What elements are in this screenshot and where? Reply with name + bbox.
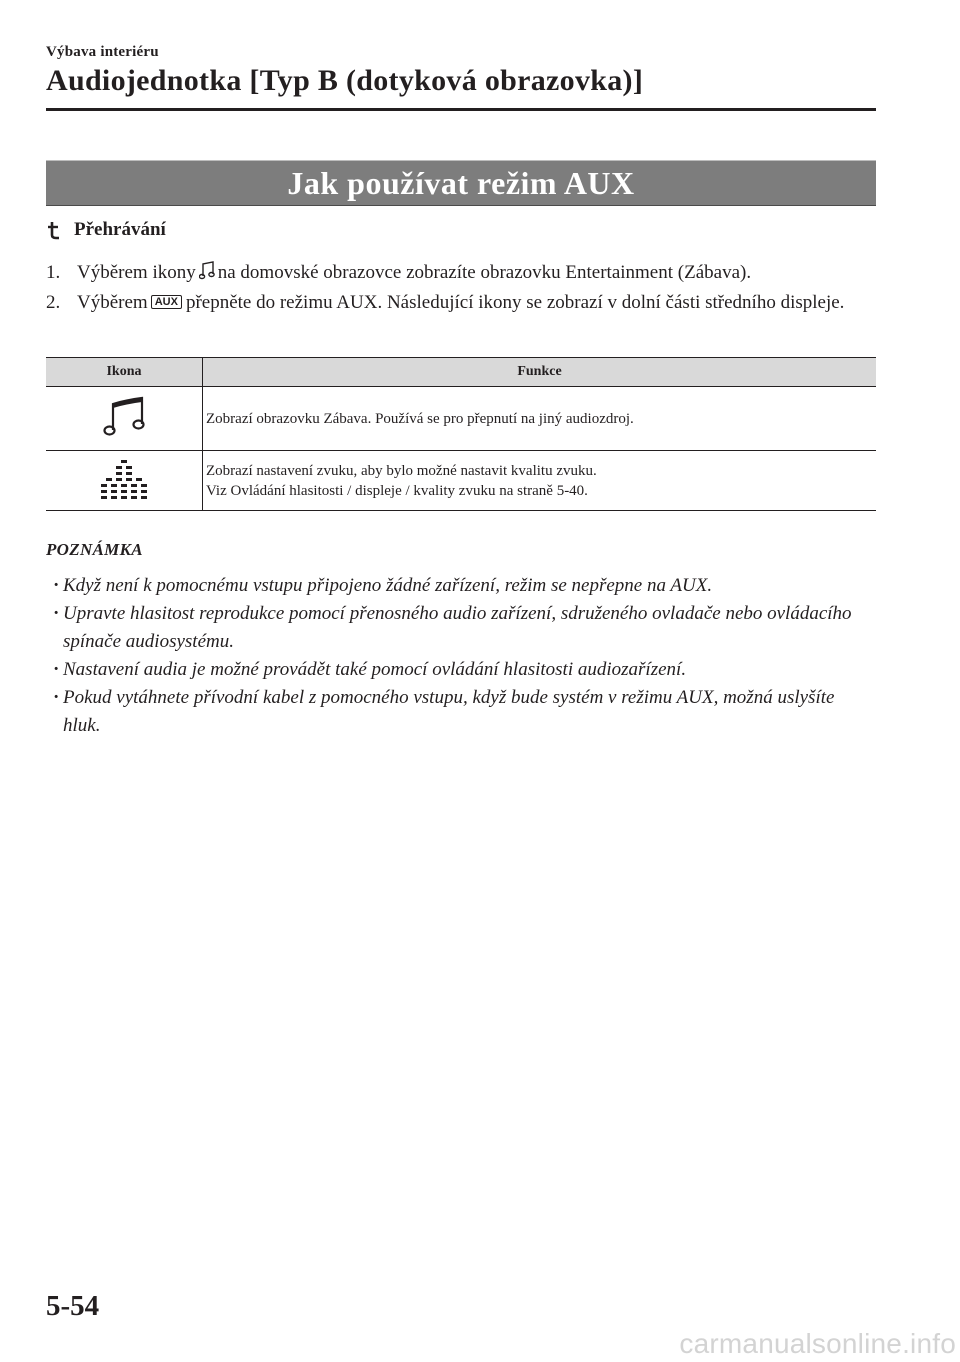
title-rule [46, 108, 876, 111]
column-header-function: Funkce [203, 358, 877, 387]
breadcrumb: Výbava interiéru [46, 44, 159, 60]
note-item: · Když není k pomocnému vstupu připojeno žádné zařízení, režim se nepřepne na AUX. [46, 572, 876, 600]
note-item: · Nastavení audia je možné provádět také pomocí ovládání hlasitosti audiozařízení. [46, 656, 876, 684]
bullet: · [53, 575, 60, 596]
step-2 [46, 288, 877, 318]
function-cell: Zobrazí obrazovku Zábava. Používá se pro přepnutí na jiný audiozdroj. [203, 387, 877, 451]
step-1 [46, 258, 877, 288]
subheading-text: Přehrávání [74, 219, 166, 240]
table-row [46, 451, 876, 511]
column-header-icon: Ikona [46, 358, 203, 387]
music-note-icon [199, 261, 215, 281]
bullet: · [53, 603, 60, 624]
aux-icon: AUX [151, 295, 182, 309]
icon-function-table [46, 357, 876, 511]
section-banner [46, 160, 876, 206]
note-item: · Upravte hlasitost reprodukce pomocí přenosného audio zařízení, sdruženého ovladače nebo ovládacího spínače audiosystému. [46, 600, 876, 656]
music-note-icon [102, 394, 146, 438]
watermark: carmanualsonline.info [679, 1328, 956, 1359]
bullet: · [53, 659, 60, 680]
page-title: Audiojednotka [Typ B (dotyková obrazovka)] [46, 64, 644, 97]
note-list [46, 572, 876, 740]
equalizer-icon [97, 456, 151, 500]
section-marker-icon [46, 220, 62, 240]
note-title: POZNÁMKA [46, 540, 143, 559]
step-number: 2. [46, 292, 61, 313]
table-row [46, 387, 876, 451]
section-title: Jak používat režim AUX [287, 164, 635, 201]
note-item: · Pokud vytáhnete přívodní kabel z pomocného vstupu, když bude systém v režimu AUX, možná uslyšíte hluk. [46, 684, 876, 740]
icon-cell [46, 387, 203, 451]
bullet: · [53, 687, 60, 708]
icon-cell [46, 451, 203, 511]
step-text: Výběrem ikony na domovské obrazovce zobrazíte obrazovku Entertainment (Zábava). [77, 262, 752, 283]
page-number: 5-54 [46, 1290, 100, 1322]
function-cell: Zobrazí nastavení zvuku, aby bylo možné nastavit kvalitu zvuku. Viz Ovládání hlasitosti / displeje / kvality zvuku na straně 5-40. [206, 462, 597, 499]
subheading [46, 219, 166, 241]
step-number: 1. [46, 262, 61, 283]
step-text: Výběrem AUX přepněte do režimu AUX. Následující ikony se zobrazí v dolní části středního displeje. [77, 292, 845, 313]
